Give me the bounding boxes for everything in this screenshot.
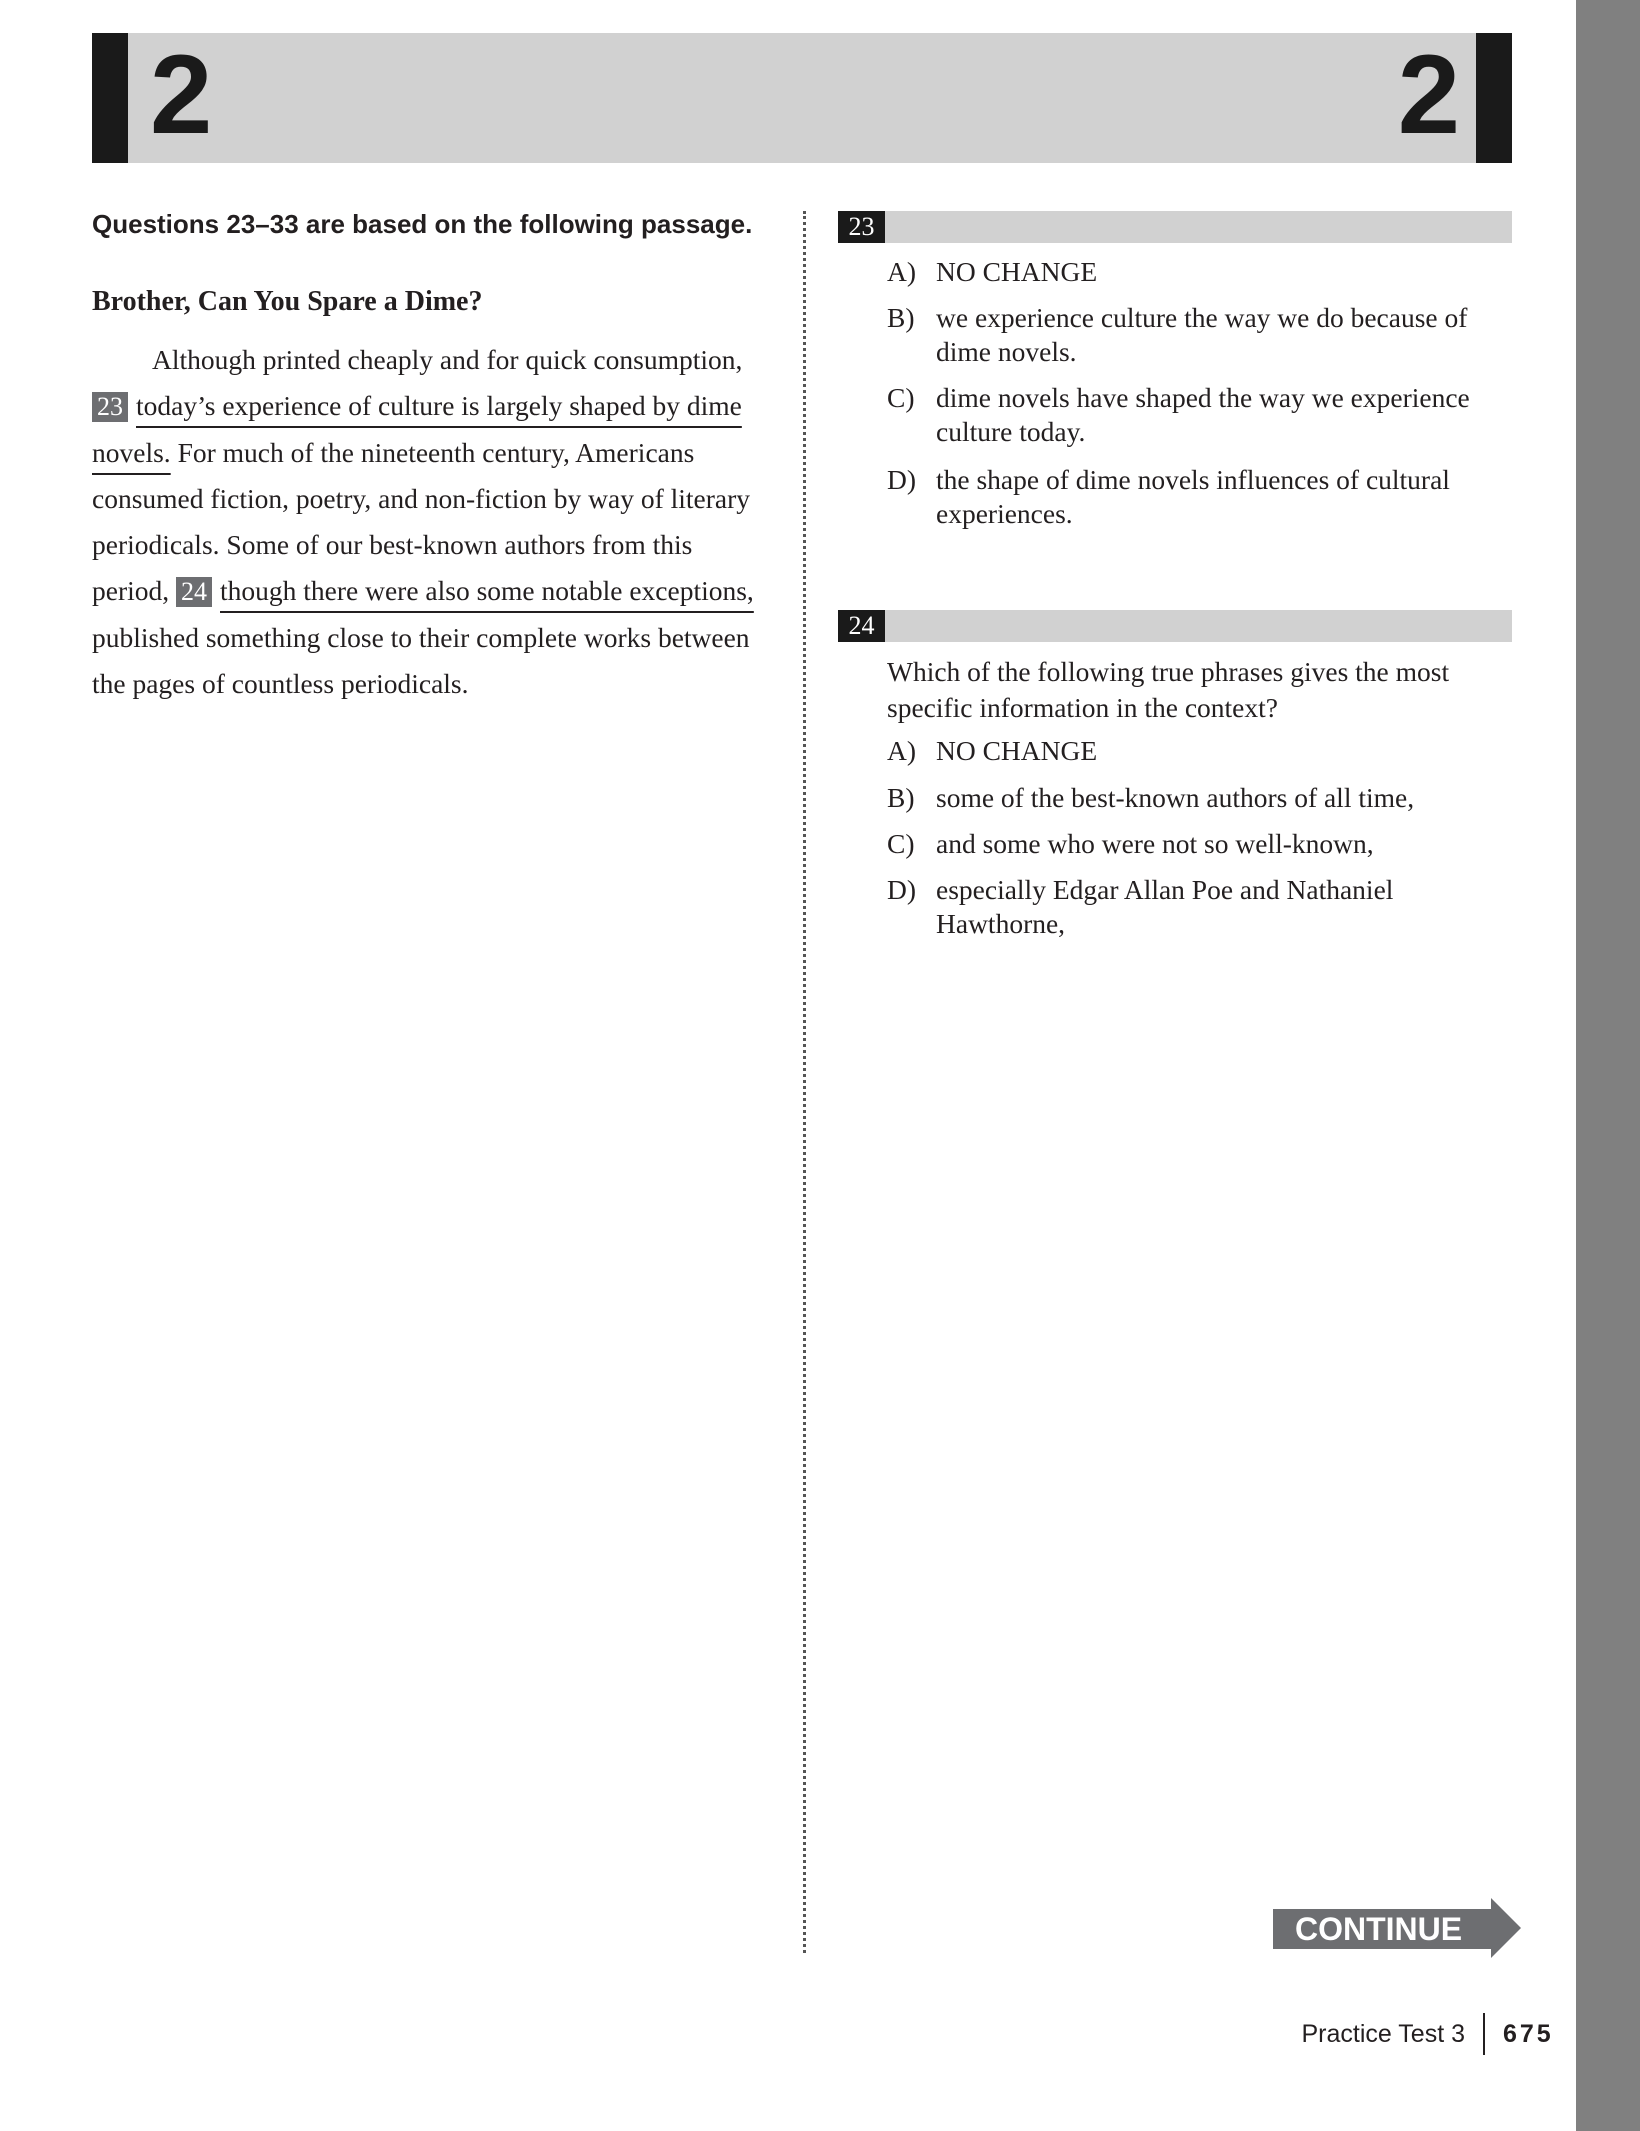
- option-letter: C): [887, 828, 915, 859]
- option-text: dime novels have shaped the way we experience culture today.: [936, 382, 1470, 447]
- option-letter: C): [887, 382, 915, 413]
- passage-text: Although printed cheaply and for quick consumption,: [152, 344, 743, 375]
- question-bar-23: [838, 211, 1512, 243]
- passage-text: For much of the nineteenth century, Americans consumed fiction, poetry, and non-fiction by way of literary periodicals. Some of our best-known authors from this period,: [92, 436, 751, 607]
- option-text: and some who were not so well-known,: [936, 828, 1374, 859]
- arrow-right-icon: [1491, 1898, 1521, 1958]
- column-divider: [803, 211, 806, 1953]
- option-letter: B): [887, 782, 915, 813]
- question-marker-24[interactable]: 24: [176, 577, 212, 607]
- section-number-right: 2: [1397, 32, 1460, 157]
- page-number: 675: [1503, 2020, 1554, 2048]
- question-number: 23: [838, 211, 885, 243]
- header-bar-left: [92, 33, 128, 163]
- option-text: especially Edgar Allan Poe and Nathaniel Hawthorne,: [936, 874, 1394, 939]
- section-header: [92, 33, 1512, 163]
- continue-label: CONTINUE: [1295, 1911, 1463, 1947]
- answer-option-b[interactable]: [887, 301, 1487, 369]
- passage-text: published something close to their complete works between the pages of countless periodicals.: [92, 621, 750, 700]
- underlined-phrase-24: though there were also some notable exceptions,: [220, 575, 754, 607]
- passage-intro: Questions 23–33 are based on the following passage.: [92, 209, 753, 239]
- option-text: the shape of dime novels influences of cultural experiences.: [936, 464, 1450, 529]
- underlined-phrase-23: today’s experience of culture is largely shaped by dime novels.: [92, 390, 742, 468]
- answer-option-a[interactable]: [887, 255, 1487, 289]
- header-bar-right: [1476, 33, 1512, 163]
- footer-test-name: Practice Test 3: [1301, 2020, 1465, 2048]
- question-marker-23[interactable]: 23: [92, 392, 128, 422]
- option-text: we experience culture the way we do because of dime novels.: [936, 302, 1468, 367]
- question-stem: Which of the following true phrases gives the most specific information in the context?: [887, 656, 1450, 723]
- answer-option-a[interactable]: [887, 734, 1487, 768]
- answer-option-c[interactable]: [887, 381, 1487, 449]
- option-text: NO CHANGE: [936, 735, 1098, 766]
- option-text: NO CHANGE: [936, 256, 1098, 287]
- option-letter: A): [887, 256, 917, 287]
- passage-title: Brother, Can You Spare a Dime?: [92, 286, 483, 317]
- section-number-left: 2: [150, 32, 213, 157]
- option-letter: B): [887, 302, 915, 333]
- question-bar-24: [838, 610, 1512, 642]
- answer-option-c[interactable]: [887, 827, 1487, 861]
- footer-divider: [1483, 2013, 1485, 2055]
- answer-option-b[interactable]: [887, 781, 1487, 815]
- option-text: some of the best-known authors of all time,: [936, 782, 1415, 813]
- answer-option-d[interactable]: [887, 463, 1487, 531]
- question-number: 24: [838, 610, 885, 642]
- passage-body: [92, 337, 772, 707]
- option-letter: A): [887, 735, 917, 766]
- continue-arrow: [1273, 1898, 1521, 1958]
- page-edge-strip: [1576, 0, 1640, 2131]
- answer-option-d[interactable]: [887, 873, 1407, 941]
- option-letter: D): [887, 874, 917, 905]
- option-letter: D): [887, 464, 917, 495]
